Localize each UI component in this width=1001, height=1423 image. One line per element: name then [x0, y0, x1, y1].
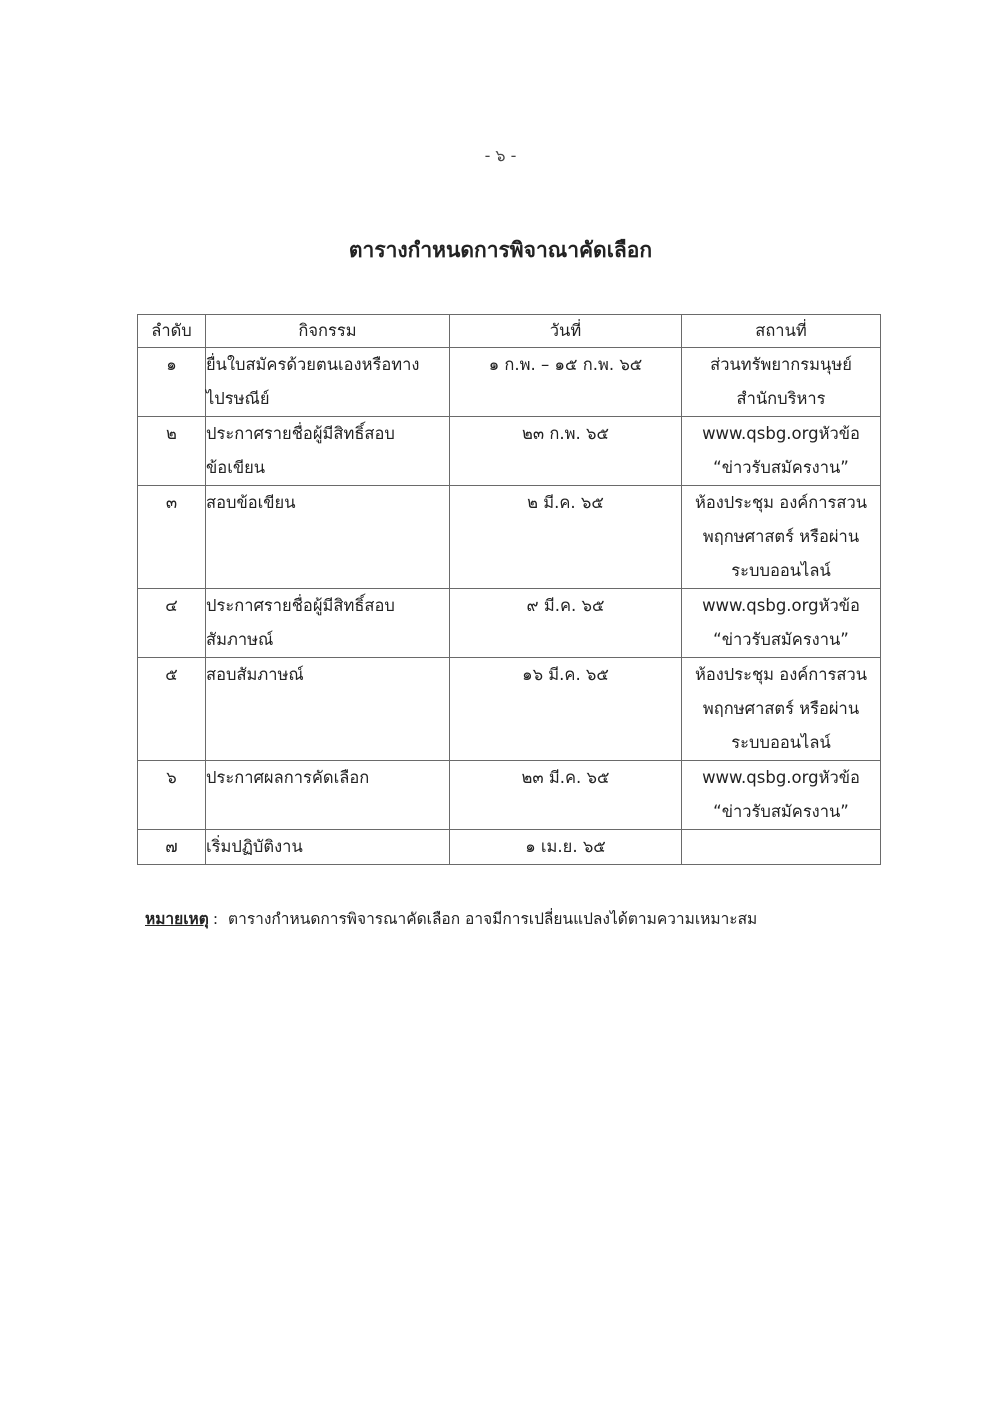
- cell-activity: [206, 486, 450, 589]
- cell-place: [682, 830, 881, 865]
- header-no: ลำดับ: [138, 315, 206, 348]
- place-line: ห้องประชุม องค์การสวน: [694, 665, 868, 684]
- cell-no: ๔: [138, 589, 206, 658]
- activity-line: ข้อเขียน: [206, 458, 266, 477]
- footnote-label: หมายเหตุ: [145, 910, 209, 928]
- cell-activity: [206, 830, 450, 865]
- cell-no: ๕: [138, 658, 206, 761]
- cell-activity: [206, 417, 450, 486]
- activity-line: สอบสัมภาษณ์: [206, 665, 304, 684]
- cell-place: [682, 486, 881, 589]
- place-line: “ข่าวรับสมัครงาน”: [713, 630, 849, 649]
- cell-activity: [206, 589, 450, 658]
- cell-date: ๑ เม.ย. ๖๕: [450, 830, 682, 865]
- cell-date: ๑๖ มี.ค. ๖๕: [450, 658, 682, 761]
- header-place: สถานที่: [682, 315, 881, 348]
- footnote-separator: :: [212, 910, 219, 928]
- cell-place: [682, 761, 881, 830]
- place-line: ระบบออนไลน์: [731, 561, 831, 580]
- place-line: “ข่าวรับสมัครงาน”: [713, 458, 849, 477]
- table-row: [138, 348, 881, 417]
- cell-no: ๗: [138, 830, 206, 865]
- place-line: www.qsbg.orgหัวข้อ: [702, 596, 860, 615]
- activity-line: สอบข้อเขียน: [206, 493, 296, 512]
- cell-date: ๒๓ ก.พ. ๖๕: [450, 417, 682, 486]
- cell-date: ๒ มี.ค. ๖๕: [450, 486, 682, 589]
- cell-no: ๑: [138, 348, 206, 417]
- footnote-text: ตารางกำหนดการพิจารณาคัดเลือก อาจมีการเปลี่ยนแปลงได้ตามความเหมาะสม: [228, 910, 758, 928]
- table-row: [138, 486, 881, 589]
- footnote: [145, 906, 757, 931]
- cell-no: ๓: [138, 486, 206, 589]
- activity-line: ประกาศรายชื่อผู้มีสิทธิ์สอบ: [206, 424, 395, 443]
- activity-line: สัมภาษณ์: [206, 630, 274, 649]
- cell-activity: [206, 658, 450, 761]
- table-row: [138, 589, 881, 658]
- cell-no: ๒: [138, 417, 206, 486]
- cell-date: ๑ ก.พ. – ๑๕ ก.พ. ๖๕: [450, 348, 682, 417]
- table-row: [138, 761, 881, 830]
- activity-line: ยื่นใบสมัครด้วยตนเองหรือทาง: [206, 355, 420, 374]
- place-line: ส่วนทรัพยากรมนุษย์: [710, 355, 852, 374]
- place-line: “ข่าวรับสมัครงาน”: [713, 802, 849, 821]
- page-title: ตารางกำหนดการพิจาณาคัดเลือก: [348, 238, 653, 262]
- table-row: [138, 830, 881, 865]
- cell-place: [682, 658, 881, 761]
- cell-date: ๒๓ มี.ค. ๖๕: [450, 761, 682, 830]
- table-row: [138, 417, 881, 486]
- cell-place: [682, 417, 881, 486]
- activity-line: เริ่มปฏิบัติงาน: [206, 837, 303, 856]
- cell-no: ๖: [138, 761, 206, 830]
- table-row: [138, 658, 881, 761]
- place-line: www.qsbg.orgหัวข้อ: [702, 424, 860, 443]
- place-line: พฤกษศาสตร์ หรือผ่าน: [702, 699, 860, 718]
- activity-line: ประกาศผลการคัดเลือก: [206, 768, 370, 787]
- activity-line: ประกาศรายชื่อผู้มีสิทธิ์สอบ: [206, 596, 395, 615]
- cell-place: [682, 589, 881, 658]
- cell-date: ๙ มี.ค. ๖๕: [450, 589, 682, 658]
- cell-place: [682, 348, 881, 417]
- header-activity: กิจกรรม: [206, 315, 450, 348]
- place-line: ห้องประชุม องค์การสวน: [694, 493, 868, 512]
- place-line: www.qsbg.orgหัวข้อ: [702, 768, 860, 787]
- table-header-row: [138, 315, 881, 348]
- schedule-table: [137, 314, 881, 865]
- cell-activity: [206, 348, 450, 417]
- place-line: พฤกษศาสตร์ หรือผ่าน: [702, 527, 860, 546]
- cell-activity: [206, 761, 450, 830]
- place-line: สำนักบริหาร: [736, 389, 826, 408]
- activity-line: ไปรษณีย์: [206, 389, 270, 408]
- page-number: - ๖ -: [484, 146, 517, 165]
- place-line: ระบบออนไลน์: [731, 733, 831, 752]
- header-date: วันที่: [450, 315, 682, 348]
